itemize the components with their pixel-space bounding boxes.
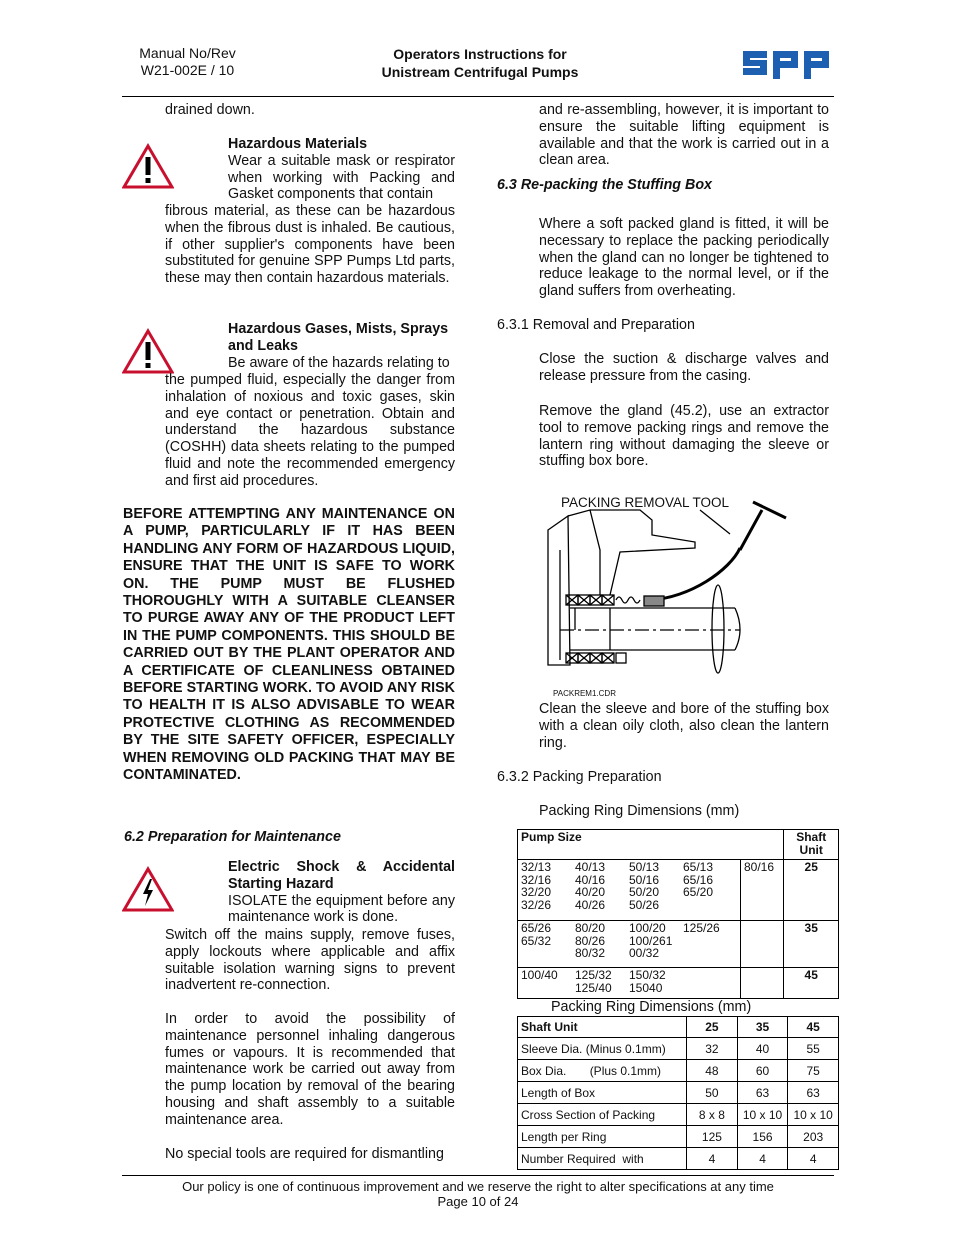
column-header: 25: [687, 1017, 738, 1038]
pump-size-table: [517, 829, 839, 999]
pump-size-header: Pump Size: [518, 830, 784, 860]
reassemble-paragraph: and re-assembling, however, it is important to ensure the suitable lifting equipment is available and that the work is carried out in a clean area.: [539, 102, 829, 169]
table-row: [518, 968, 839, 999]
maintenance-warning: BEFORE ATTEMPTING ANY MAINTENANCE ON A PUMP, PARTICULARLY IF IT HAS BEEN HANDLING ANY FORM OF HAZARDOUS LIQUID, ENSURE THAT THE UNIT IS SAFE TO WORK ON. THE PUMP MUST BE FLUSHED THOROUGHLY WITH A SUITABLE CLEANSER TO PURGE AWAY ANY OF THE PRODUCT LEFT IN THE PUMP COMPONENTS. THIS SHOULD BE CARRIED OUT BY THE PLANT OPERATOR AND A CERTIFICATE OF CLEANLINESS OBTAINED BEFORE STARTING WORK. TO AVOID ANY RISK TO HEALTH IT IS ALSO ADVISABLE TO WEAR PROTECTIVE CLOTHING AS RECOMMENDED BY THE SITE SAFETY OFFICER, ESPECIALLY WHEN REMOVING OLD PACKING THAT MAY BE CONTAMINATED.: [123, 506, 455, 784]
pump-size-extra: [741, 921, 784, 968]
shaft-unit-value: 35: [784, 921, 839, 968]
drained-text: drained down.: [165, 102, 255, 118]
table-row: [518, 1104, 839, 1126]
hazardous-gases-cont: the pumped fluid, especially the danger from inhalation of noxious and toxic gases, skin and eye contact or penetration. Obtain and understand the hazardous substance (COSHH) data sheets relating to the pumped fluid and note the recommended emergency and first aid procedures.: [165, 372, 455, 489]
cell-value: 10 x 10: [737, 1104, 788, 1126]
document-title: [360, 45, 600, 81]
row-label: Length per Ring: [518, 1126, 687, 1148]
warning-triangle-icon: [122, 143, 174, 189]
pump-sizes-cell: 100/40 125/32 125/40150/32 15040: [518, 968, 741, 999]
table-header-row: [518, 1017, 839, 1038]
cell-value: 125: [687, 1126, 738, 1148]
fumes-paragraph: In order to avoid the possibility of maintenance personnel inhaling dangerous fumes or vapours. It is recommended that maintenance work be carried out away from the pump location by removal of the bearing housing and shaft assembly to a suitable maintenance area.: [165, 1011, 455, 1128]
cell-value: 203: [788, 1126, 839, 1148]
column-header: 35: [737, 1017, 788, 1038]
hazardous-materials-cont: fibrous material, as these can be hazardous when the fibrous dust is inhaled. Be cautious, if other supplier's components have been substituted for genuine SPP Pumps Ltd parts, these may then contain hazardous materials.: [165, 203, 455, 287]
page-footer: [122, 1179, 834, 1209]
title-line-2: Unistream Centrifugal Pumps: [381, 64, 579, 80]
row-label: Cross Section of Packing: [518, 1104, 687, 1126]
close-valves-paragraph: Close the suction & discharge valves and release pressure from the casing.: [539, 351, 829, 384]
packing-removal-figure: [540, 490, 795, 690]
electric-shock-icon: [122, 866, 174, 912]
cell-value: 63: [737, 1082, 788, 1104]
electric-shock-text: ISOLATE the equipment before any maintenance work is done.: [228, 892, 455, 926]
tools-paragraph: No special tools are required for dismantling: [165, 1146, 444, 1162]
cell-value: 32: [687, 1038, 738, 1060]
electric-shock-block: [228, 859, 455, 926]
table-row: [518, 921, 839, 968]
table-row: [518, 860, 839, 921]
section-6-2-heading: 6.2 Preparation for Maintenance: [124, 829, 341, 845]
cell-value: 10 x 10: [788, 1104, 839, 1126]
pump-size-extra: 80/16: [741, 860, 784, 921]
figure-filename: PACKREM1.CDR: [553, 689, 616, 698]
manual-label: Manual No/Rev: [139, 45, 236, 61]
cell-value: 63: [788, 1082, 839, 1104]
figure-label: PACKING REMOVAL TOOL: [561, 495, 730, 510]
row-label: Number Required with: [518, 1148, 687, 1170]
page-number: Page 10 of 24: [437, 1194, 519, 1209]
pump-sizes-cell: 32/13 32/16 32/20 32/2640/13 40/16 40/20 40/2650/13 50/16 50/20 50/2665/13 65/16 65/20: [518, 860, 741, 921]
section-6-3-2-heading: 6.3.2 Packing Preparation: [497, 769, 662, 785]
cell-value: 8 x 8: [687, 1104, 738, 1126]
cell-value: 50: [687, 1082, 738, 1104]
policy-text: Our policy is one of continuous improvement and we reserve the right to alter specifications at any time: [182, 1179, 774, 1194]
cell-value: 4: [687, 1148, 738, 1170]
hazardous-gases-text: Be aware of the hazards relating to: [228, 354, 450, 371]
warning-triangle-icon: [122, 328, 174, 374]
hazardous-materials-block: [228, 136, 455, 203]
pump-size-extra: [741, 968, 784, 999]
cell-value: 156: [737, 1126, 788, 1148]
remove-gland-paragraph: Remove the gland (45.2), use an extractor tool to remove packing rings and remove the lantern ring without damaging the sleeve or stuffing box bore.: [539, 403, 829, 470]
cell-value: 4: [737, 1148, 788, 1170]
header-rule: [122, 96, 834, 97]
shaft-unit-value: 45: [784, 968, 839, 999]
row-label: Box Dia. (Plus 0.1mm): [518, 1060, 687, 1082]
table-row: [518, 1082, 839, 1104]
hazardous-materials-heading: Hazardous Materials: [228, 136, 368, 152]
column-header: Shaft Unit: [518, 1017, 687, 1038]
manual-number-block: [110, 45, 265, 79]
table-row: [518, 1060, 839, 1082]
table-row: [518, 1038, 839, 1060]
row-label: Sleeve Dia. (Minus 0.1mm): [518, 1038, 687, 1060]
cell-value: 48: [687, 1060, 738, 1082]
pump-sizes-cell: 65/26 65/3280/20 80/26 80/32100/20 100/261 00/32125/26: [518, 921, 741, 968]
clean-paragraph: Clean the sleeve and bore of the stuffing box with a clean oily cloth, also clean the lantern ring.: [539, 701, 829, 751]
cell-value: 55: [788, 1038, 839, 1060]
shaft-unit-value: 25: [784, 860, 839, 921]
cell-value: 75: [788, 1060, 839, 1082]
hazardous-gases-block: [228, 321, 455, 371]
column-header: 45: [788, 1017, 839, 1038]
gland-paragraph: Where a soft packed gland is fitted, it will be necessary to replace the packing periodically when the gland can no longer be tightened to reduce leakage to the normal level, or if the gland suffers from overheating.: [539, 216, 829, 300]
hazardous-materials-text: Wear a suitable mask or respirator when working with Packing and Gasket components that contain: [228, 152, 455, 203]
title-line-1: Operators Instructions for: [393, 46, 567, 62]
table-row: [518, 1148, 839, 1170]
section-6-3-1-heading: 6.3.1 Removal and Preparation: [497, 317, 695, 333]
electric-shock-cont: Switch off the mains supply, remove fuses, apply lockouts where applicable and affix suitable isolation warning signs to prevent inadvertent re-connection.: [165, 927, 455, 994]
spp-logo: [743, 47, 829, 79]
manual-number: W21-002E / 10: [140, 62, 235, 78]
packing-dimensions-table: [517, 1016, 839, 1170]
dimensions-caption-1: Packing Ring Dimensions (mm): [539, 803, 740, 819]
footer-rule: [122, 1175, 834, 1176]
table-row: [518, 1126, 839, 1148]
shaft-unit-header: Shaft Unit: [784, 830, 839, 860]
row-label: Length of Box: [518, 1082, 687, 1104]
dimensions-caption-2: Packing Ring Dimensions (mm): [551, 999, 752, 1015]
cell-value: 4: [788, 1148, 839, 1170]
cell-value: 40: [737, 1038, 788, 1060]
cell-value: 60: [737, 1060, 788, 1082]
electric-shock-heading: Electric Shock & Accidental Starting Hazard: [228, 859, 455, 892]
hazardous-gases-heading: Hazardous Gases, Mists, Sprays and Leaks: [228, 321, 449, 354]
section-6-3-heading: 6.3 Re-packing the Stuffing Box: [497, 177, 713, 193]
